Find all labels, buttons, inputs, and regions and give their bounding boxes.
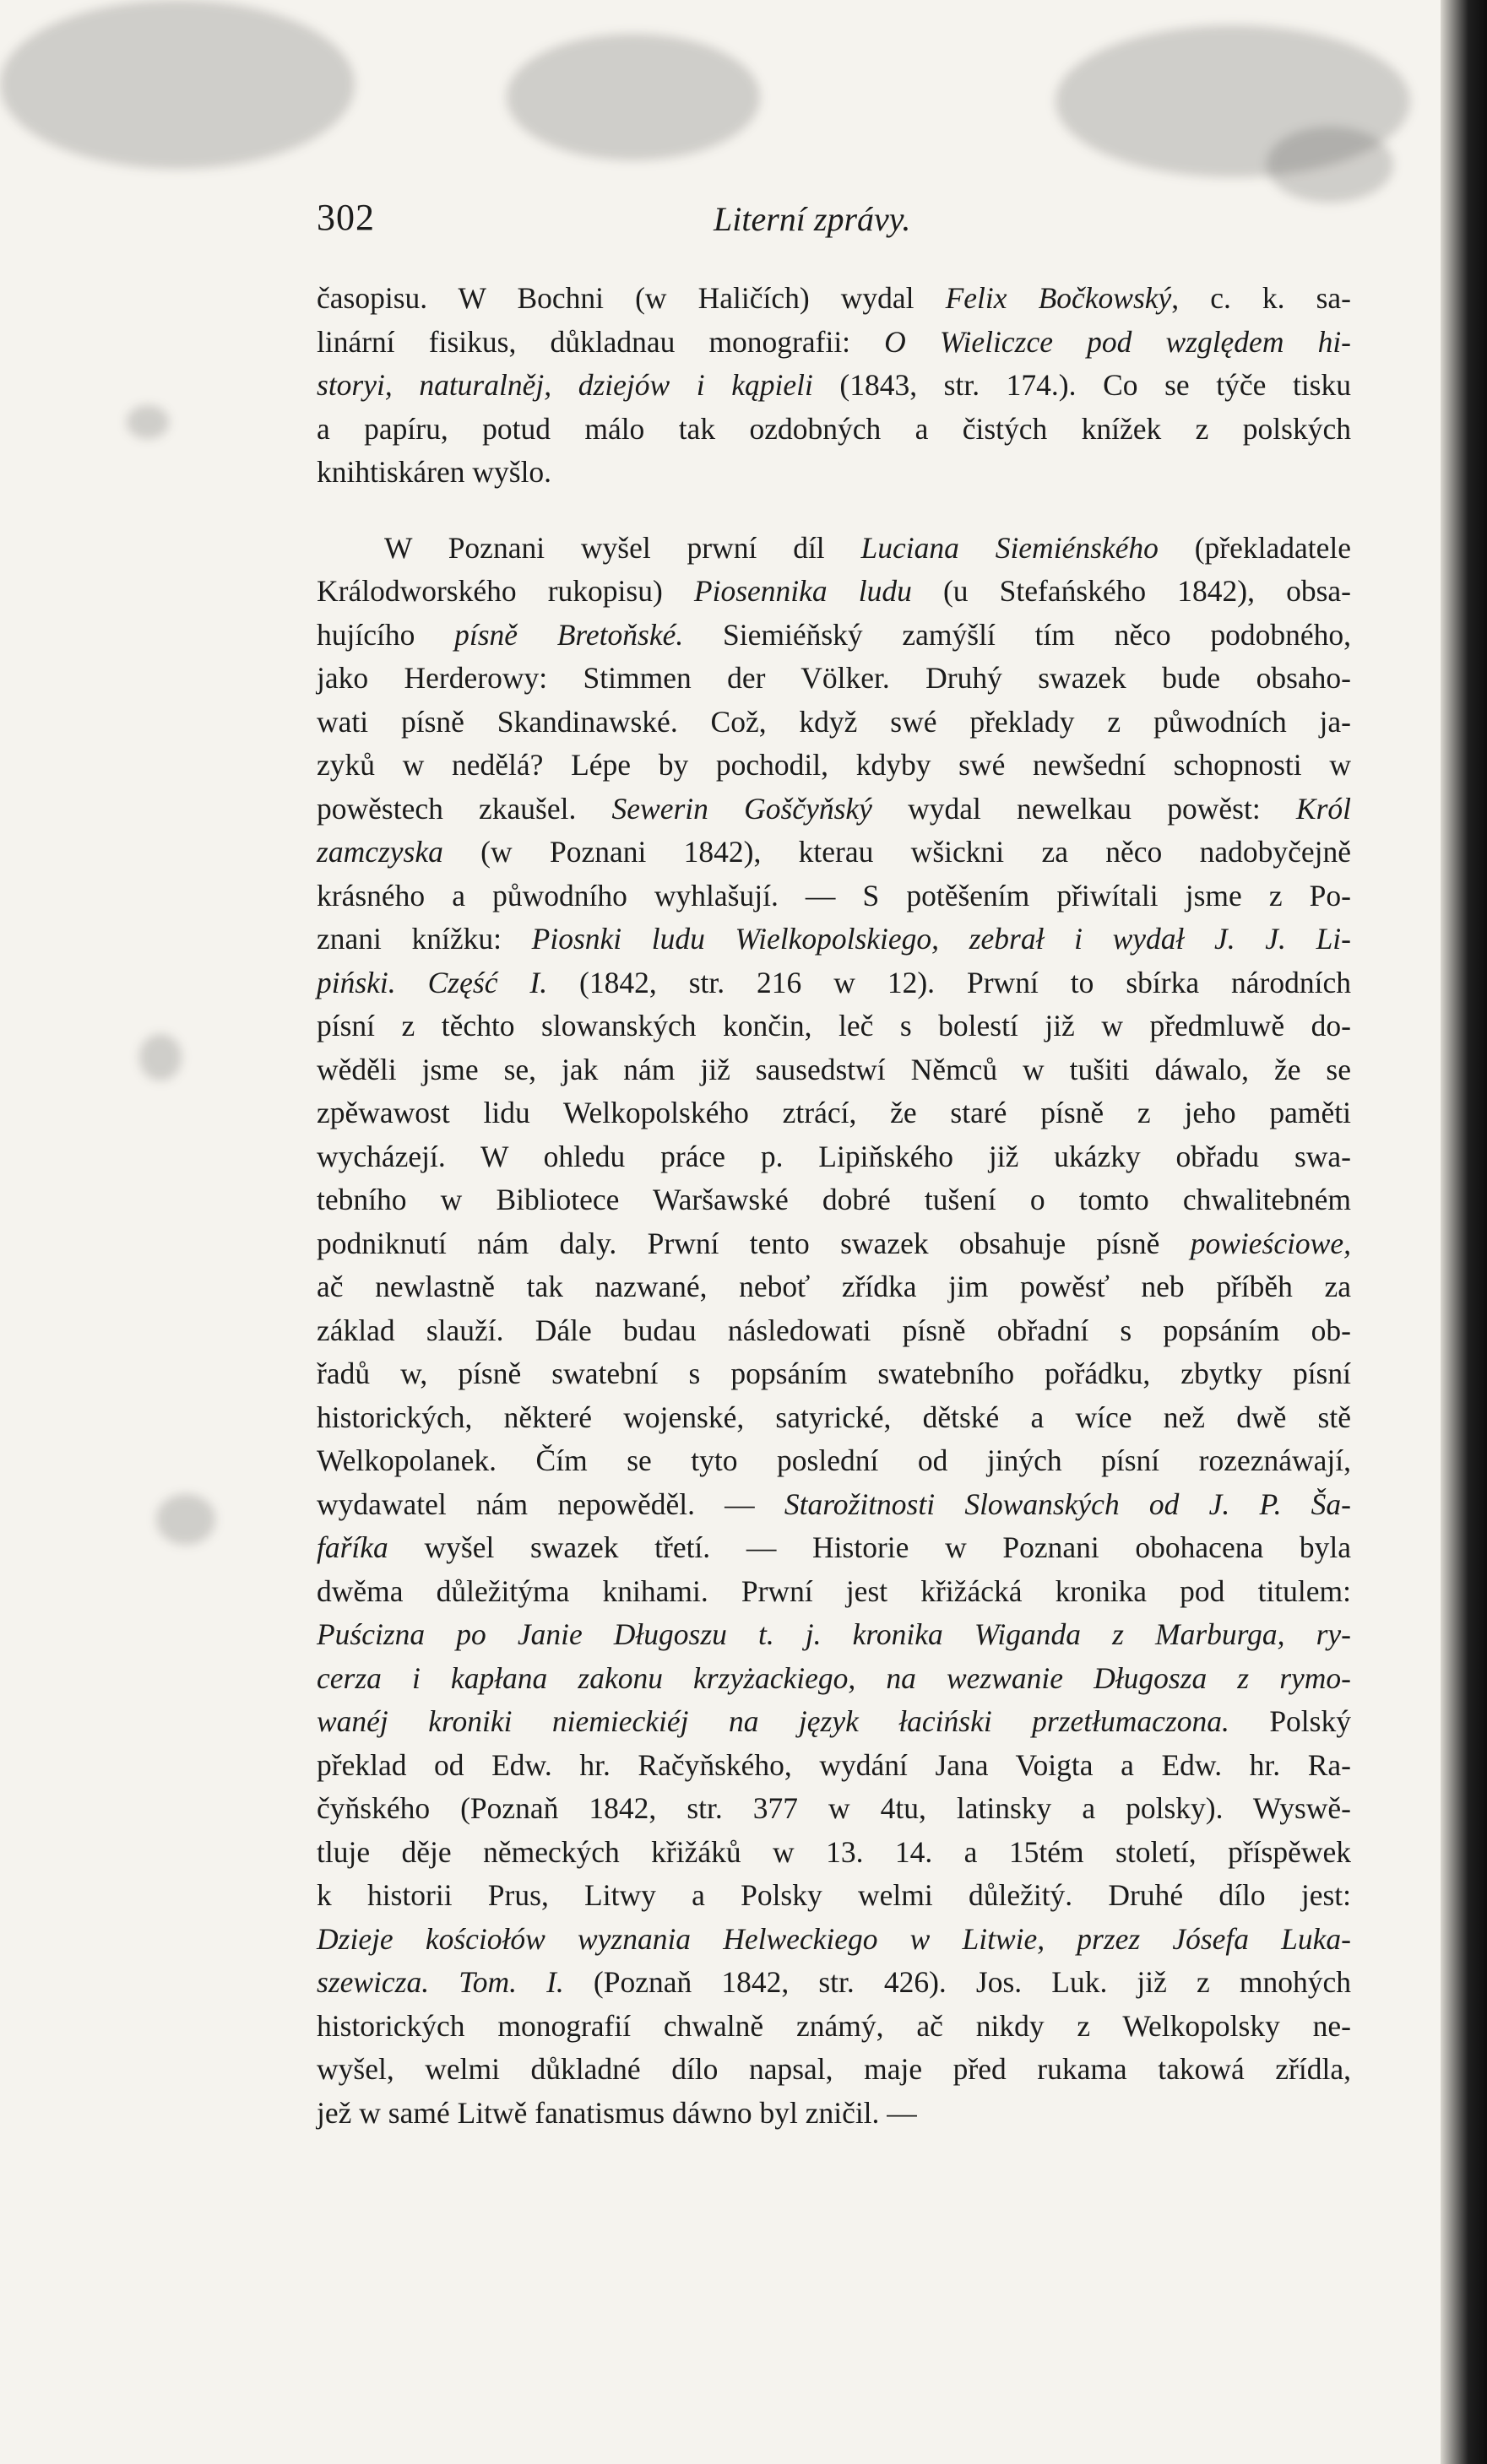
text-run: linární fisikus, důkladnau monografii:	[317, 324, 885, 359]
text-run: dwěma důležitýma knihami. Prwní jest křižácká kronika pod titulem:	[317, 1573, 1351, 1608]
italic-text-run: zamczyska	[317, 835, 443, 869]
text-run: zpěwawost lidu Welkopolského ztrácí, že staré písně z jeho paměti	[317, 1096, 1351, 1129]
text-run: ač newlastně tak nazwané, neboť zřídka jim powěsť neb příběh za	[317, 1270, 1351, 1303]
text-line	[317, 1265, 1351, 1309]
text-line	[317, 614, 1351, 658]
text-run: krásného a půwodního wyhlašují. — S potěšením přiwítali jsme z Po-	[317, 878, 1351, 912]
italic-text-run: piński. Część I.	[317, 965, 548, 999]
scan-smudge	[127, 405, 169, 439]
text-line	[317, 788, 1351, 831]
text-line	[317, 1570, 1351, 1614]
text-line	[317, 657, 1351, 701]
text-line	[317, 961, 1351, 1005]
text-line	[317, 364, 1351, 408]
text-line	[317, 1352, 1351, 1396]
text-line	[317, 1657, 1351, 1701]
text-line	[317, 1961, 1351, 2005]
paragraph	[317, 277, 1351, 495]
italic-text-run: písně Bretoňské.	[454, 617, 684, 652]
text-run: wěděli jsme se, jak nám již sausedstwí Němců w tušiti dáwalo, že se	[317, 1052, 1351, 1086]
text-line	[317, 918, 1351, 961]
text-line	[317, 701, 1351, 745]
text-run: řadů w, písně swatební s popsáním swatebního pořádku, zbytky písní	[317, 1357, 1351, 1390]
text-run: wyšel swazek třetí. — Historie w Poznani obohacena byla	[388, 1530, 1351, 1564]
text-line	[317, 408, 1351, 452]
text-line	[317, 1874, 1351, 1918]
text-run: W Poznani wyšel prwní díl	[384, 530, 861, 565]
text-run: Králodworského rukopisu)	[317, 574, 694, 608]
text-run: a papíru, potud málo tak ozdobných a čistých knížek z polských	[317, 411, 1351, 446]
italic-text-run: Piosnki ludu Wielkopolskiego, zebrał i wydał J. J. Li-	[531, 922, 1351, 956]
text-run: (u Stefańského 1842), obsa-	[911, 574, 1351, 608]
text-run: překlad od Edw. hr. Račyňského, wydání Jana Voigta a Edw. hr. Ra-	[317, 1747, 1351, 1782]
text-line	[317, 2005, 1351, 2049]
text-line	[317, 1918, 1351, 1962]
text-line	[317, 1526, 1351, 1570]
text-run: jako Herderowy: Stimmen der Völker. Druhý swazek bude obsaho-	[317, 661, 1351, 695]
text-line	[317, 1178, 1351, 1222]
text-run: podniknutí nám daly. Prwní tento swazek obsahuje písně	[317, 1226, 1191, 1260]
italic-text-run: faříka	[317, 1530, 388, 1564]
text-line	[317, 1831, 1351, 1875]
text-run: wydawatel nám nepowěděl. —	[317, 1487, 784, 1521]
page-number: 302	[317, 197, 375, 238]
scan-smudge	[156, 1494, 215, 1545]
scan-smudge	[0, 0, 355, 169]
text-line	[317, 2092, 1351, 2136]
text-line	[317, 1091, 1351, 1135]
text-line	[317, 1787, 1351, 1831]
text-run: wycházejí. W ohledu práce p. Lipiňského již ukázky obřadu swa-	[317, 1139, 1351, 1173]
text-run: Siemiéňský zamýšlí tím něco podobného,	[683, 617, 1351, 652]
text-line	[317, 321, 1351, 365]
text-line	[317, 1744, 1351, 1788]
text-line	[317, 1439, 1351, 1483]
text-run: jež w samé Litwě fanatismus dáwno byl zničil. —	[317, 2095, 917, 2130]
italic-text-run: cerza i kapłana zakonu krzyżackiego, na wezwanie Długosza z rymo-	[317, 1660, 1351, 1695]
text-run: k historii Prus, Litwy a Polsky welmi důležitý. Druhé dílo jest:	[317, 1878, 1351, 1912]
italic-text-run: Król	[1295, 791, 1351, 826]
text-line	[317, 1005, 1351, 1048]
italic-text-run: szewicza. Tom. I.	[317, 1965, 564, 1999]
scan-smudge	[139, 1034, 182, 1080]
text-run: (překladatele	[1158, 530, 1351, 565]
italic-text-run: Sewerin Goščyňský	[611, 791, 872, 826]
text-run: powěstech zkaušel.	[317, 791, 612, 826]
text-run: knihtiskáren wyšlo.	[317, 455, 552, 489]
running-title: Literní zprávy.	[714, 200, 911, 238]
scan-smudge	[1267, 127, 1393, 203]
text-run: (1842, str. 216 w 12). Prwní to sbírka národních	[547, 965, 1351, 999]
paragraph-gap	[317, 495, 1351, 527]
text-line	[317, 831, 1351, 875]
text-run: (1843, str. 174.). Co se týče tisku	[812, 368, 1352, 402]
text-run: (Poznaň 1842, str. 426). Jos. Luk. již z mnohých	[563, 1965, 1351, 1999]
text-line	[317, 875, 1351, 918]
text-line	[317, 2048, 1351, 2092]
text-run: tebního w Bibliotece Waršawské dobré tušení o tomto chwalitebném	[317, 1183, 1351, 1216]
italic-text-run: Piosennika ludu	[693, 574, 912, 608]
text-run: zyků w nedělá? Lépe by pochodil, kdyby swé newšední schopnosti w	[317, 748, 1351, 782]
text-run: tluje děje německých křižáků w 13. 14. a 15tém století, příspěwek	[317, 1834, 1351, 1869]
italic-text-run: Starožitnosti Slowanských od J. P. Ša-	[784, 1487, 1351, 1521]
text-line	[317, 1222, 1351, 1266]
text-line	[317, 527, 1351, 571]
text-line	[317, 1048, 1351, 1092]
text-line	[317, 744, 1351, 788]
text-run: wati písně Skandinawské. Což, když swé překlady z půwodních ja-	[317, 704, 1351, 739]
paragraph	[317, 527, 1351, 2136]
text-run: historických monografií chwalně známý, ač nikdy z Welkopolsky ne-	[317, 2008, 1351, 2043]
text-run: wydal newelkau powěst:	[871, 791, 1296, 826]
italic-text-run: O Wieliczce pod względem hi-	[884, 324, 1352, 359]
text-run: základ slauží. Dále budau následowati písně obřadní s popsáním ob-	[317, 1313, 1351, 1347]
text-run: wyšel, welmi důkladné dílo napsal, maje před rukama takowá zřídla,	[317, 2052, 1351, 2086]
text-run: Polský	[1229, 1704, 1351, 1738]
italic-text-run: Dzieje kościołów wyznania Helweckiego w Litwie, przez Jósefa Luka-	[317, 1921, 1351, 1956]
text-line	[317, 1396, 1351, 1440]
text-run: znani knížku:	[317, 922, 532, 956]
page-header	[317, 196, 1364, 246]
italic-text-run: wanéj kroniki niemieckiéj na język łaciński przetłumaczona.	[317, 1704, 1229, 1738]
article-body	[317, 277, 1351, 2135]
text-run: , c. k. sa-	[1171, 281, 1351, 315]
italic-text-run: powieściowe,	[1190, 1226, 1351, 1260]
text-line	[317, 1613, 1351, 1657]
text-run: čyňského (Poznaň 1842, str. 377 w 4tu, latinsky a polsky). Wyswě-	[317, 1791, 1351, 1825]
text-line	[317, 1309, 1351, 1353]
text-line	[317, 1135, 1351, 1179]
text-line	[317, 451, 1351, 495]
italic-text-run: Felix Bočkowský	[945, 281, 1172, 315]
text-line	[317, 1700, 1351, 1744]
text-run: historických, některé wojenské, satyrické, dětské a wíce než dwě stě	[317, 1400, 1351, 1434]
text-run: (w Poznani 1842), kterau wšickni za něco nadobyčejně	[442, 835, 1351, 869]
scan-smudge	[507, 34, 760, 160]
text-run: písní z těchto slowanských končin, leč s bolestí již w předmluwě do-	[317, 1009, 1351, 1042]
text-line	[317, 1483, 1351, 1527]
text-line	[317, 570, 1351, 614]
text-run: Welkopolanek. Čím se tyto poslední od jiných písní rozeznáwají,	[317, 1443, 1351, 1477]
text-run: časopisu. W Bochni (w Haličích) wydal	[317, 281, 946, 315]
text-run: hujícího	[317, 617, 455, 652]
italic-text-run: storyi, naturalněj, dziejów i kąpieli	[317, 368, 813, 402]
italic-text-run: Puścizna po Janie Długoszu t. j. kronika Wiganda z Marburga, ry-	[317, 1617, 1351, 1651]
page-edge-shadow	[1441, 0, 1487, 2464]
text-line	[317, 277, 1351, 321]
italic-text-run: Luciana Siemiénského	[860, 530, 1159, 565]
